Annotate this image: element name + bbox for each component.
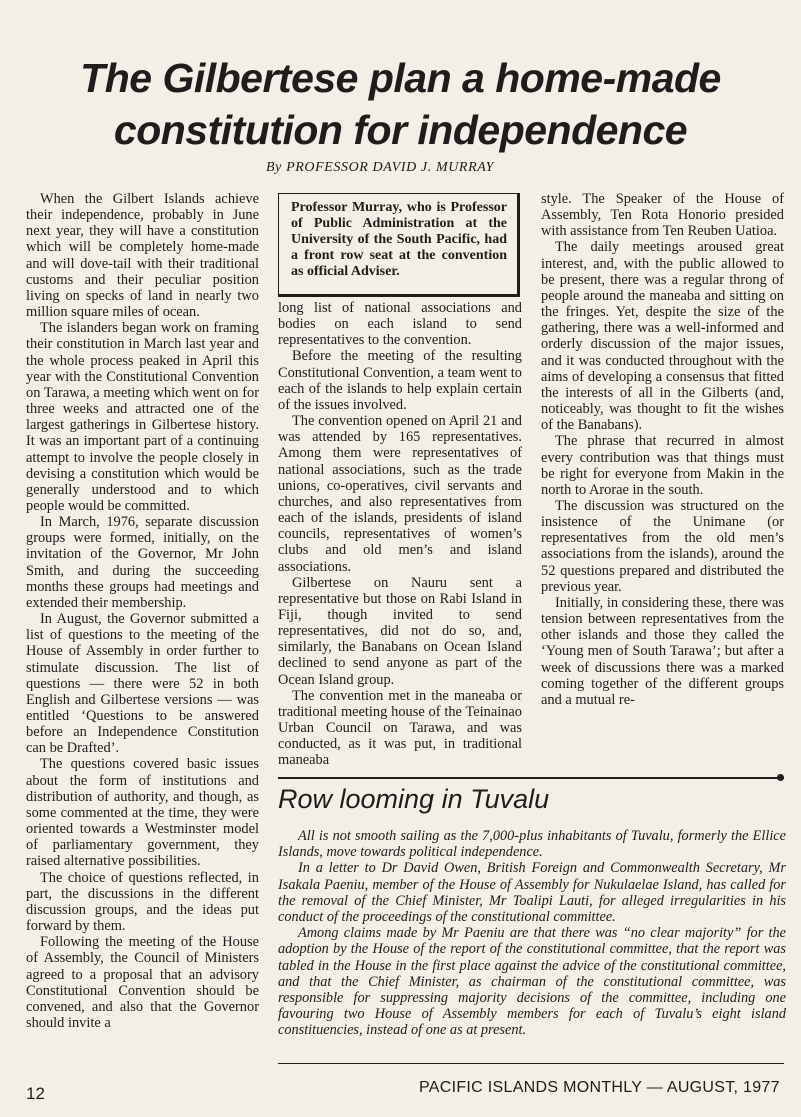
byline: By PROFESSOR DAVID J. MURRAY xyxy=(266,160,494,175)
article-column-1 xyxy=(26,191,259,1031)
column-3-paragraph: The daily meetings aroused great interest, and, with the public allowed to be present, there was a regular throng of people around the maneaba and sitting on the fringes. Yet, despite the size of the gathering, there was a well-informed and orderly discussion of the major issues, and it was conducted throughout with the aims of developing a consensus that fitted the interests of all in the Gilberts (and, noticeably, was thought to fit the wishes of the Banabans). xyxy=(541,239,784,434)
column-1-paragraph: The choice of questions reflected, in part, the discussions in the different discussion groups, and the ideas put forward by them. xyxy=(26,869,259,935)
article-title-line-2: constitution for independence xyxy=(113,107,688,153)
column-1-paragraph: The islanders began work on framing their constitution in March last year and the whole process peaked in April this year with the Constitutional Convention on Tarawa, a meeting which went on for three weeks and attracted one of the largest gatherings in Gilbertese history. It was an important part of a continuing attempt to involve the people closely in devising a constitution which would be generally understood and to which people would be committed. xyxy=(26,320,259,514)
column-1-paragraph: When the Gilbert Islands achieve their independence, probably in June next year, they will have a constitution which will be completely home-made and will dove-tail with their traditional customs and their peculiar position living on specks of land in nearly two million square miles of ocean. xyxy=(26,191,259,321)
article-column-3 xyxy=(541,191,784,708)
column-2-paragraph: The convention opened on April 21 and was attended by 165 representatives. Among them were representatives of national associations, such as the trade unions, co-operatives, civil servants and churches, and also representatives from each of the islands, presidents of island councils, representatives of women’s clubs and old men’s and island associations. xyxy=(278,413,522,575)
footer-rule xyxy=(278,1063,784,1064)
tuvalu-paragraph: All is not smooth sailing as the 7,000-plus inhabitants of Tuvalu, formerly the Ellice Islands, move towards political independence. xyxy=(278,828,786,861)
column-3-paragraph: The phrase that recurred in almost every contribution was that things must be right for everyone from Makin in the north to Arorae in the south. xyxy=(541,433,784,498)
tuvalu-article-title: Row looming in Tuvalu xyxy=(278,784,550,814)
column-3-paragraph: Initially, in considering these, there was tension between representatives from the other islands and those they called the ‘Young men of South Tarawa’; but after a week of discussions there was a marked coming together of the different groups and a mutual re- xyxy=(541,594,784,708)
author-note-box: Professor Murray, who is Professor of Public Administration at the University of the South Pacific, had a front row seat at the convention as official Adviser. xyxy=(278,193,520,297)
tuvalu-paragraph: Among claims made by Mr Paeniu are that there was “no clear majority” for the adoption by the House of the report of the constitutional committee, that the report was tabled in the House in the first place against the advice of the constitutional committee, and that the Chief Minister, as chairman of the constitutional committee, was responsible for suppressing majority decisions of the committee, including one favouring two House of Assembly members for each of Tuvalu’s eight island constituencies, instead of one as at present. xyxy=(278,925,786,1039)
column-1-paragraph: In August, the Governor submitted a list of questions to the meeting of the House of Assembly in order further to stimulate discussion. The list of questions — there were 52 in both English and Gilbertese versions — was entitled ‘Questions to be answered before an Independence Constitution can be Drafted’. xyxy=(26,611,259,757)
column-3-paragraph: The discussion was structured on the insistence of the Unimane (or representatives from the old men’s associations from the islands), around the 52 questions prepared and distributed the previous year. xyxy=(541,497,784,595)
tuvalu-article-body xyxy=(278,828,786,1039)
column-2-paragraph: long list of national associations and bodies on each island to send representatives to the convention. xyxy=(278,300,522,349)
section-divider xyxy=(278,777,784,779)
column-1-paragraph: In March, 1976, separate discussion groups were formed, initially, on the invitation of the Governor, Mr John Smith, and during the succeeding months these groups had meetings and extended their membership. xyxy=(26,514,259,611)
column-1-paragraph: The questions covered basic issues about the form of institutions and distribution of authority, and though, as some commented at the time, they were oriented towards a Westminster model of parliamentary government, they raised alternative possibilities. xyxy=(26,756,259,870)
column-2-paragraph: Before the meeting of the resulting Constitutional Convention, a team went to each of the islands to help explain certain of the issues involved. xyxy=(278,348,522,413)
column-2-paragraph: The convention met in the maneaba or traditional meeting house of the Teinainao Urban Council on Tarawa, and was conducted, as it was put, in traditional maneaba xyxy=(278,687,522,769)
tuvalu-paragraph: In a letter to Dr David Owen, British Foreign and Commonwealth Secretary, Mr Isakala Paeniu, member of the House of Assembly for Nukulaelae Island, has called for the removal of the Chief Minister, Mr Toalipi Lauti, for alleged irregularities in his conduct of the proceedings of the constitutional committee. xyxy=(278,860,786,926)
column-1-paragraph: Following the meeting of the House of Assembly, the Council of Ministers agreed to a proposal that an advisory Constitutional Convention should be convened, and also that the Governor should invite a xyxy=(26,934,259,1031)
column-3-paragraph: style. The Speaker of the House of Assembly, Ten Rota Honorio presided with assistance from Ten Reuben Uatioa. xyxy=(541,191,784,240)
publication-folio: PACIFIC ISLANDS MONTHLY — AUGUST, 1977 xyxy=(419,1079,780,1096)
article-title xyxy=(0,52,801,156)
page-number: 12 xyxy=(26,1084,45,1103)
column-2-paragraph: Gilbertese on Nauru sent a representative but those on Rabi Island in Fiji, though invited to send representatives, did not do so, and, similarly, the Banabans on Ocean Island declined to send anyone as part of the Ocean Island group. xyxy=(278,574,522,688)
article-column-2 xyxy=(278,300,522,769)
article-title-line-1: The Gilbertese plan a home-made xyxy=(80,55,721,101)
